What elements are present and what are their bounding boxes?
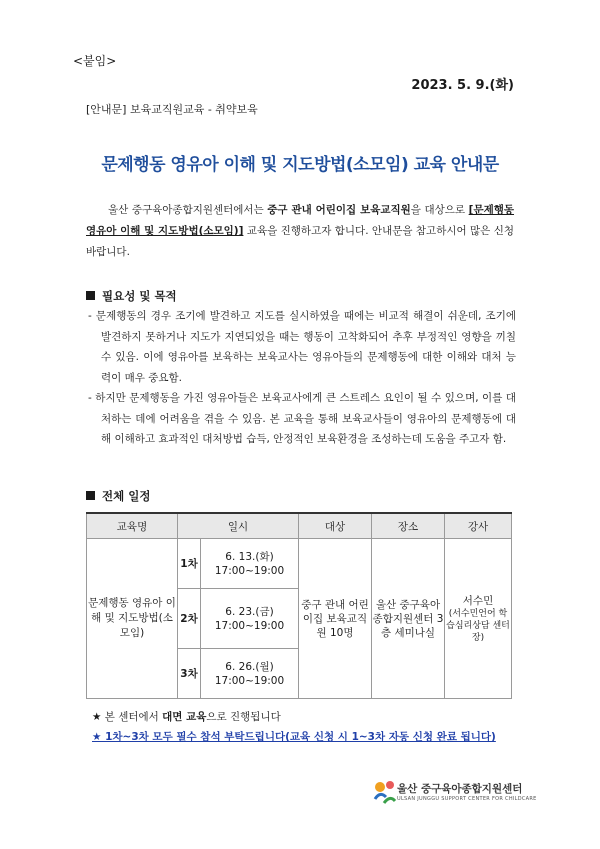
square-bullet-icon (86, 491, 95, 500)
round-time: 17:00~19:00 (214, 564, 285, 577)
purpose-item: - 문제행동의 경우 조기에 발견하고 지도를 실시하였을 때에는 비교적 해결이 쉬운데, 조기에 발견하지 못하거나 지도가 지연되었을 때는 행동이 고착화되어 추후 부정적인 영향을 끼칠 수 있음. 이에 영유아를 보육하는 보육교사는 영유아들의 문제행동에 대한 이해와 대처 능력이 매우 중요함. (88, 310, 516, 384)
note-text: ★ 본 센터에서 (92, 711, 163, 723)
category-tag: [안내문] 보육교직원교육 - 취약보육 (86, 103, 258, 116)
header-place: 장소 (372, 513, 445, 539)
intro-paragraph (86, 200, 514, 263)
note-emphasis: 대면 교육 (162, 711, 207, 723)
purpose-list (88, 306, 516, 450)
intro-target: 중구 관내 어린이집 보육교직원 (267, 204, 411, 216)
round-datetime (201, 649, 299, 699)
course-name: 문제행동 영유아 이해 및 지도방법(소모임) (88, 597, 176, 639)
page-title: 문제행동 영유아 이해 및 지도방법(소모임) 교육 안내문 (101, 155, 499, 175)
lecturer-cell (445, 539, 512, 699)
place-cell (372, 539, 445, 699)
square-bullet-icon (86, 291, 95, 300)
round-time: 17:00~19:00 (214, 619, 285, 632)
center-name-en: ULSAN JUNGGU SUPPORT CENTER FOR CHILDCARE (397, 796, 537, 802)
note-text: 으로 진행됩니다 (206, 711, 281, 723)
round-datetime (201, 589, 299, 649)
table-row (87, 539, 512, 589)
round-date: 6. 23.(금) (225, 605, 274, 618)
target-cell (299, 539, 372, 699)
round-label: 1차 (178, 539, 201, 589)
header-course: 교육명 (87, 513, 178, 539)
intro-course-name: [문제행동 영유아 이해 및 지도방법(소모임)] (86, 204, 515, 237)
place-text: 울산 중구육아 종합지원센터 3층 세미나실 (372, 598, 444, 639)
target-text: 중구 관내 어린이집 보육교직원 10명 (301, 598, 369, 639)
header-target: 대상 (299, 513, 372, 539)
round-time: 17:00~19:00 (214, 674, 285, 687)
round-datetime (201, 539, 299, 589)
round-date: 6. 26.(월) (225, 660, 274, 673)
round-label: 2차 (178, 589, 201, 649)
notes (92, 707, 496, 747)
attachment-label: <붙임> (73, 54, 117, 68)
schedule-table (86, 512, 512, 699)
intro-text-1: 울산 중구육아종합지원센터에서는 (108, 204, 268, 216)
section-heading-schedule (86, 488, 150, 504)
intro-text-2: 을 대상으로 (410, 204, 469, 216)
section-heading-purpose (86, 288, 177, 304)
section-heading-text: 필요성 및 목적 (102, 289, 177, 303)
purpose-item: - 하지만 문제행동을 가진 영유아들은 보육교사에게 큰 스트레스 요인이 될 수 있으며, 이를 대처하는 데에 어려움을 겪을 수 있음. 본 교육을 통해 보육교사들이 영유아의 문제행동에 대해 이해하고 효과적인 대처방법 습득, 안정적인 보육환경을 조성하는데 도움을 주고자 함. (88, 392, 516, 445)
header-lecturer: 강사 (445, 513, 512, 539)
header-datetime: 일시 (178, 513, 299, 539)
center-name: 울산 중구육아종합지원센터 (397, 783, 523, 795)
document-date: 2023. 5. 9.(화) (411, 78, 514, 93)
course-name-cell (87, 539, 178, 699)
lecturer-name: 서수민 (462, 594, 494, 607)
round-label: 3차 (178, 649, 201, 699)
section-heading-text: 전체 일정 (102, 489, 151, 503)
round-date: 6. 13.(화) (225, 550, 274, 563)
note-attendance: ★ 1차~3차 모두 필수 참석 부탁드립니다(교육 신청 시 1~3차 자동 신청 완료 됩니다) (92, 731, 496, 743)
note-in-person (92, 707, 496, 727)
lecturer-note: (서수민언어 학습심리상담 센터장) (446, 608, 510, 643)
table-header-row (87, 513, 512, 539)
intro-text-3: 교육을 진행하고자 합니다. 안내문을 참고하시어 많은 신청 바랍니다. (86, 225, 514, 258)
